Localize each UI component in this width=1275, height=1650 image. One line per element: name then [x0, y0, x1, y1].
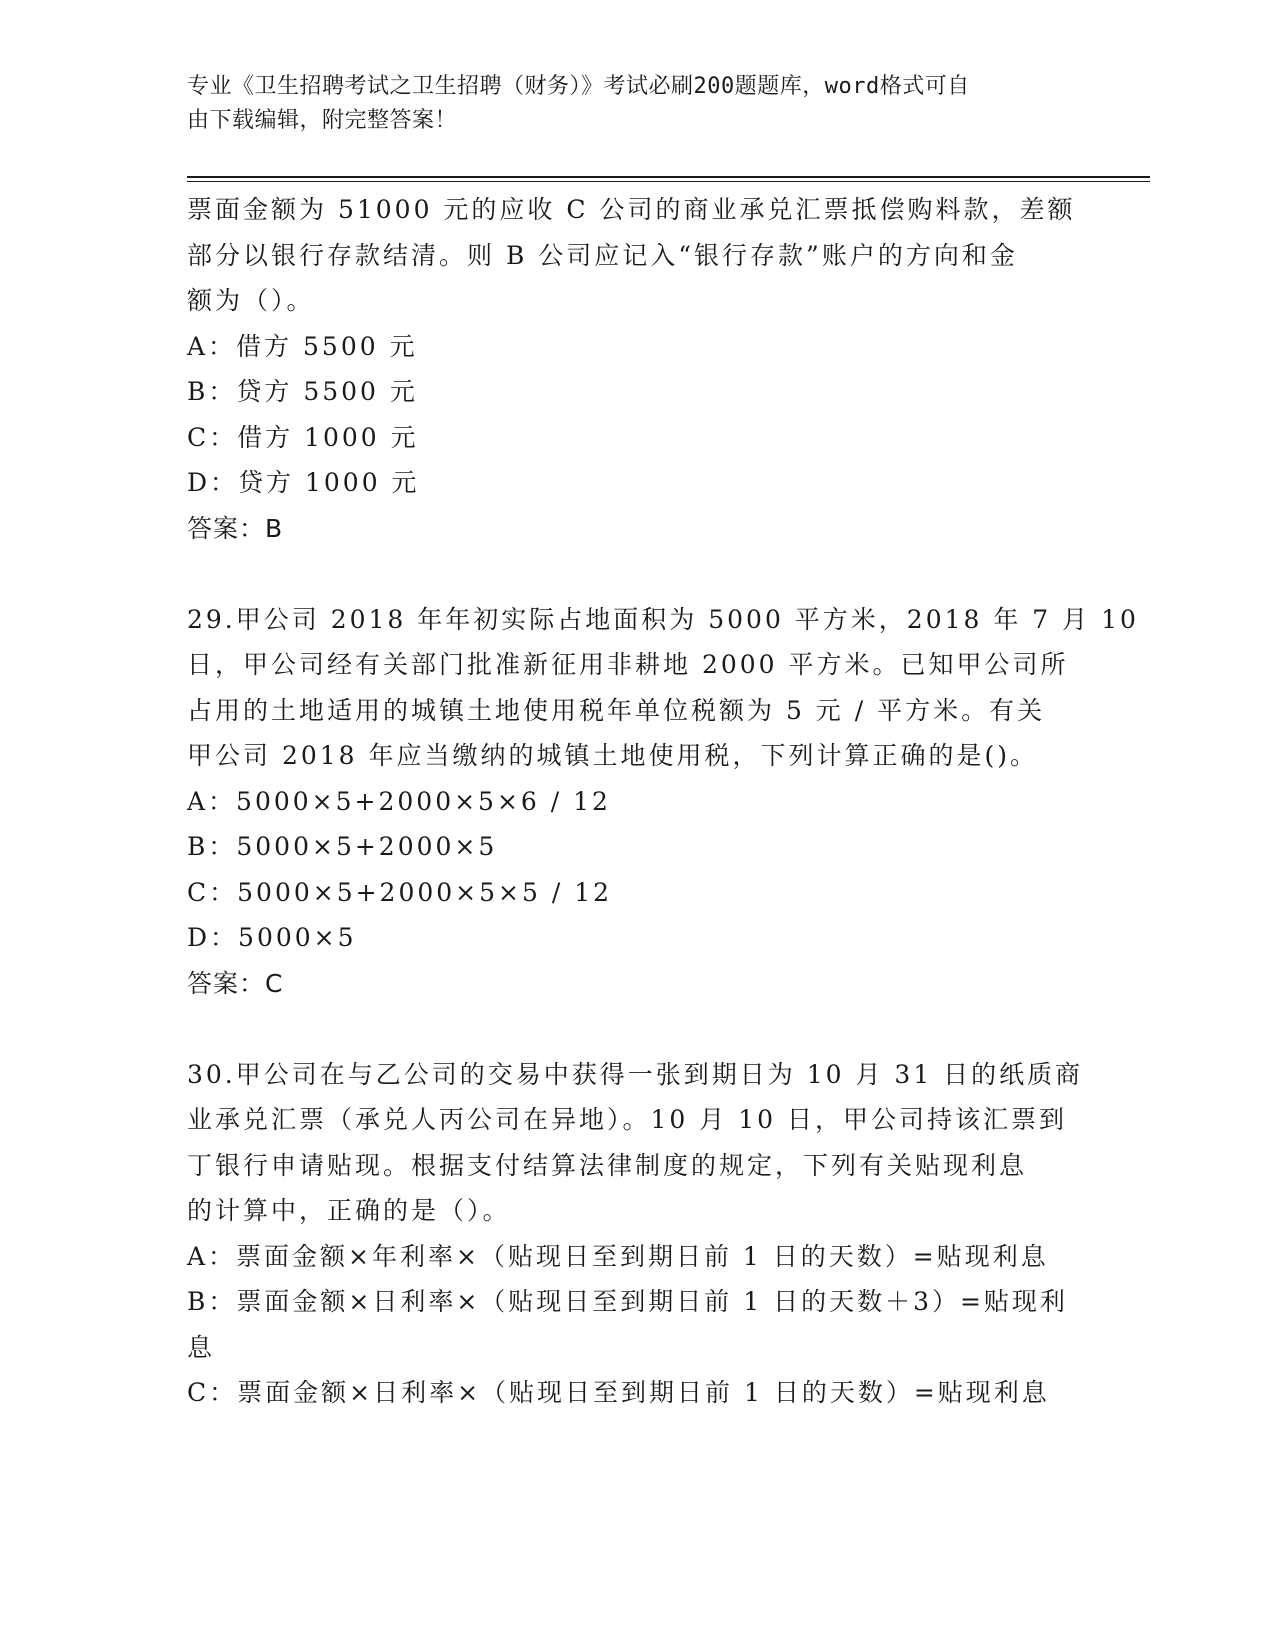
option-a: A：票面金额×年利率×（贴现日至到期日前 1 日的天数）=贴现利息: [187, 1241, 1049, 1271]
spacer: [187, 1006, 1087, 1052]
header-divider-thin: [187, 181, 1150, 182]
question-29: [187, 597, 1139, 1007]
header-line-2: 由下载编辑，附完整答案！: [187, 108, 458, 133]
option-d: D：贷方 1000 元: [187, 468, 420, 497]
question-stem-line: 票面金额为 51000 元的应收 C 公司的商业承兑汇票抵偿购料款，差额: [187, 195, 1076, 224]
header-line-1: 专业《卫生招聘考试之卫生招聘（财务）》考试必刷200题题库，word格式可自: [187, 74, 970, 99]
header-divider-thick: [187, 176, 1150, 178]
question-stem-line: 日，甲公司经有关部门批准新征用非耕地 2000 平方米。已知甲公司所: [187, 650, 1069, 679]
option-a: A：5000×5+2000×5×6 / 12: [187, 786, 611, 816]
answer-label: 答案：C: [187, 968, 284, 998]
option-c: C：票面金额×日利率×（贴现日至到期日前 1 日的天数）=贴现利息: [187, 1378, 1050, 1407]
question-stem-line: 29.甲公司 2018 年年初实际占地面积为 5000 平方米，2018 年 7 月 10: [187, 604, 1139, 634]
option-b: B：贷方 5500 元: [187, 377, 418, 406]
option-c: C：借方 1000 元: [187, 422, 419, 452]
question-stem-line: 业承兑汇票（承兑人丙公司在异地）。10 月 10 日，甲公司持该汇票到: [187, 1105, 1067, 1134]
question-28: [187, 187, 1087, 551]
question-30: [187, 1052, 1087, 1416]
question-stem-line: 甲公司 2018 年应当缴纳的城镇土地使用税，下列计算正确的是()。: [187, 741, 1039, 770]
question-stem-line: 占用的土地适用的城镇土地使用税年单位税额为 5 元 / 平方米。有关: [187, 695, 1046, 725]
question-stem-line: 丁银行申请贴现。根据支付结算法律制度的规定，下列有关贴现利息: [187, 1150, 1028, 1180]
option-b-continued: 息: [187, 1332, 216, 1362]
spacer: [187, 551, 1087, 597]
option-c: C：5000×5+2000×5×5 / 12: [187, 877, 613, 907]
question-stem-line: 部分以银行存款结清。则 B 公司应记入“银行存款”账户的方向和金: [187, 240, 1018, 270]
question-content: [187, 187, 1139, 1416]
question-stem-line: 的计算中，正确的是（）。: [187, 1196, 511, 1225]
option-a: A：借方 5500 元: [187, 331, 418, 361]
document-header: [187, 70, 1067, 138]
option-d: D：5000×5: [187, 923, 357, 952]
option-b: B：5000×5+2000×5: [187, 832, 498, 861]
answer-label: 答案：B: [187, 513, 284, 543]
option-b: B：票面金额×日利率×（贴现日至到期日前 1 日的天数＋3）=贴现利: [187, 1287, 1068, 1316]
question-stem-line: 额为（）。: [187, 286, 315, 315]
question-stem-line: 30.甲公司在与乙公司的交易中获得一张到期日为 10 月 31 日的纸质商: [187, 1059, 1084, 1089]
